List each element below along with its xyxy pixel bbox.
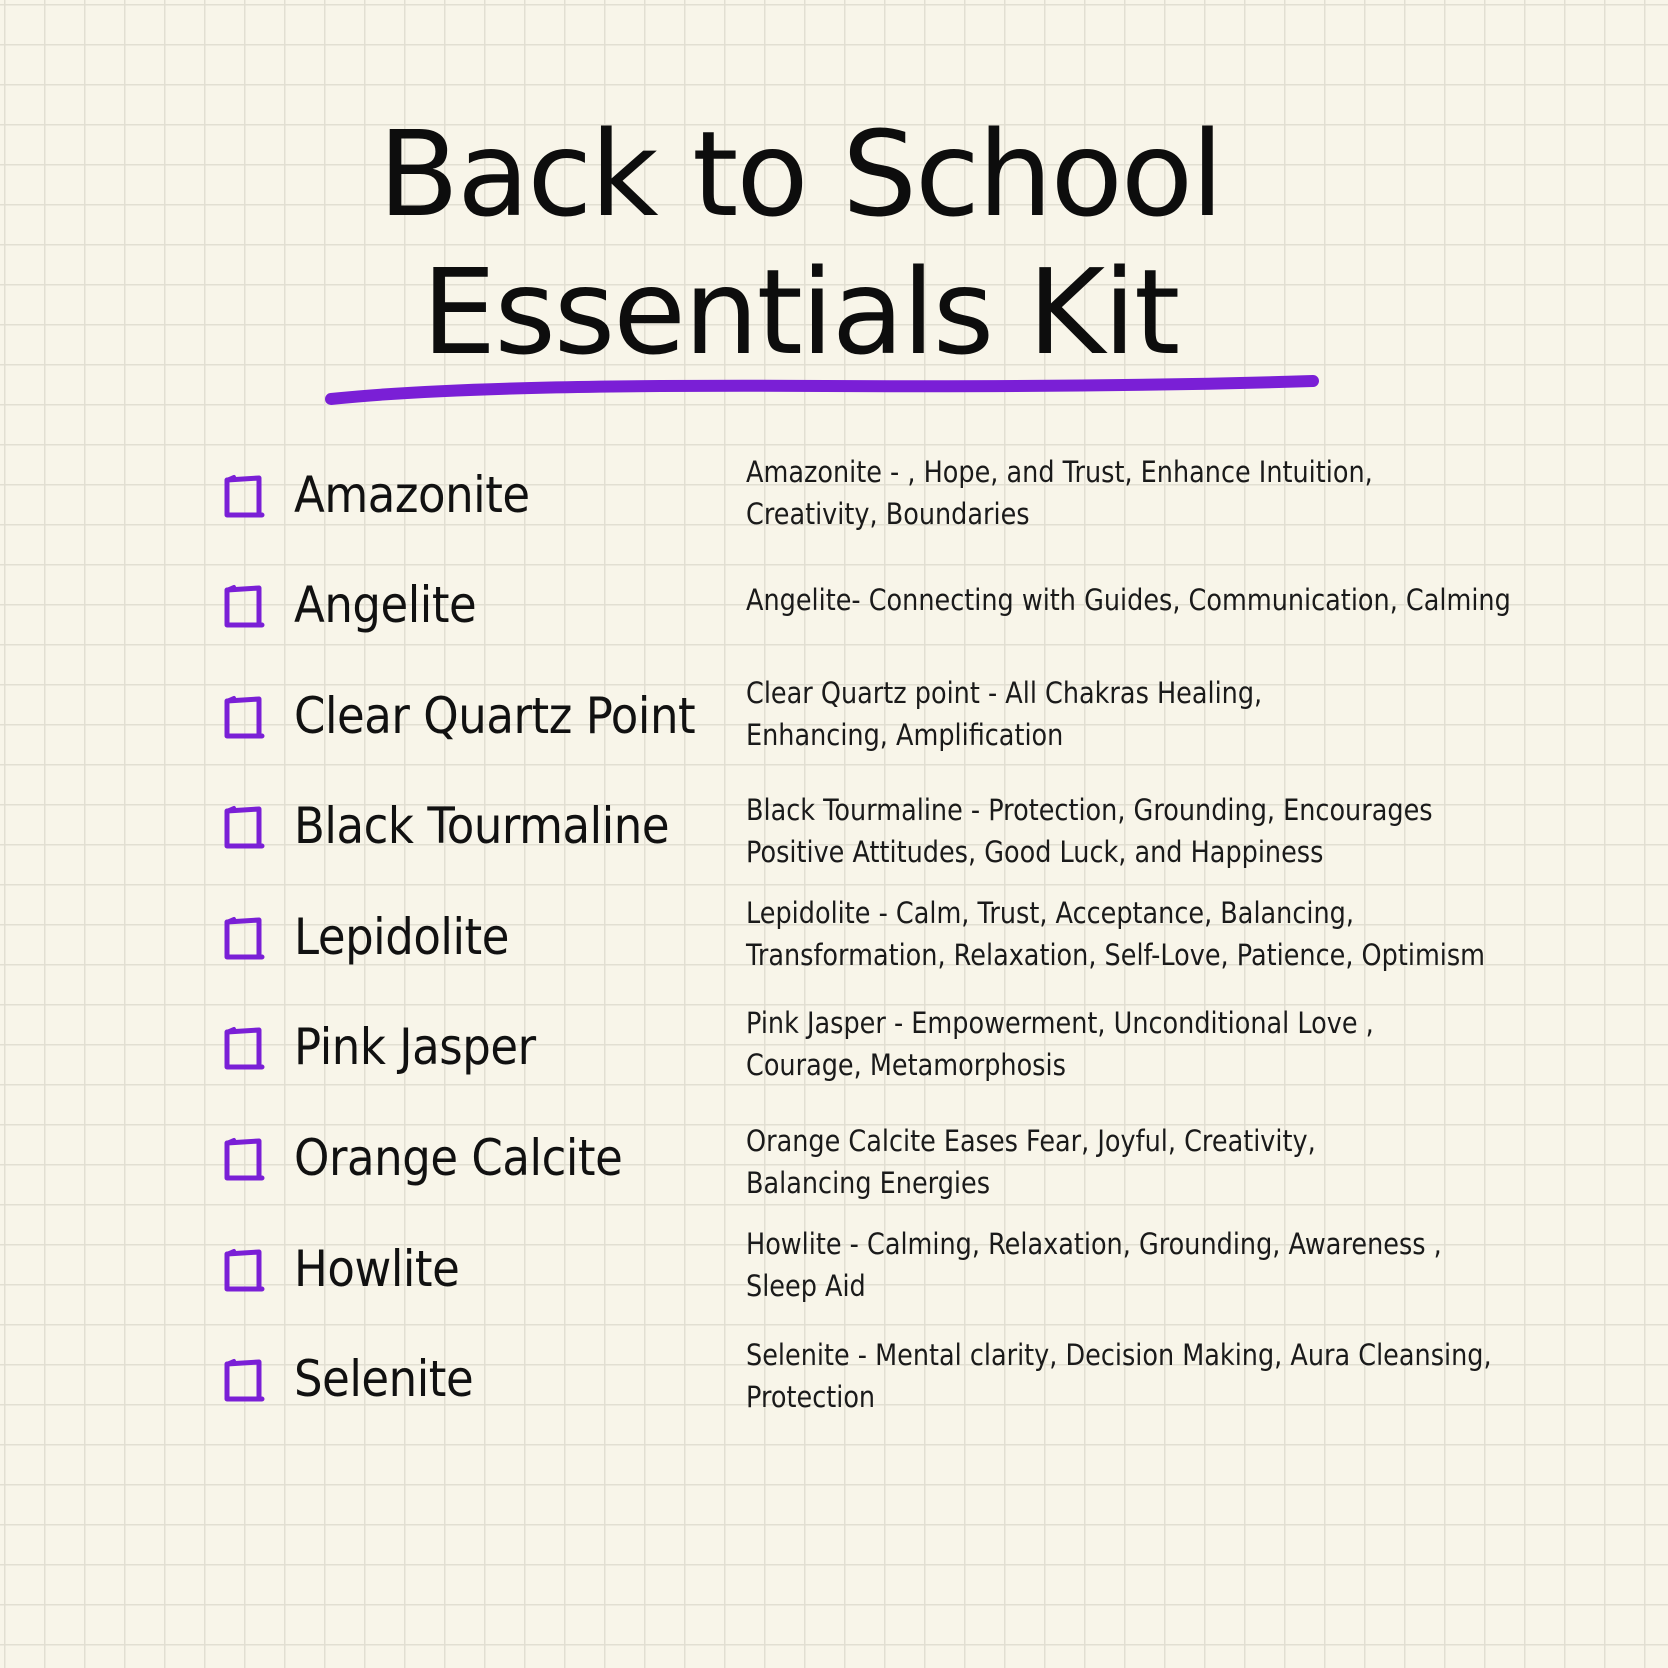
description-line: Angelite- Connecting with Guides, Communication, Calming: [746, 583, 1511, 617]
description-line: Howlite - Calming, Relaxation, Grounding, Awareness ,: [746, 1227, 1442, 1261]
crystal-description: [746, 672, 1432, 756]
crystal-name: Howlite: [294, 1240, 460, 1298]
description-line: Black Tourmaline - Protection, Grounding, Encourages: [746, 793, 1433, 827]
crystal-name: Selenite: [294, 1350, 474, 1408]
description-line: Positive Attitudes, Good Luck, and Happiness: [746, 835, 1324, 869]
crystal-description: [746, 451, 1432, 535]
list-item: [0, 1215, 1668, 1325]
title-line-1: Back to School: [378, 105, 1222, 243]
checkbox-icon[interactable]: [222, 474, 266, 520]
list-item: [0, 883, 1668, 993]
description-line: Sleep Aid: [746, 1269, 866, 1303]
checkbox-icon[interactable]: [222, 916, 266, 962]
description-line: Pink Jasper - Empowerment, Unconditional Love ,: [746, 1006, 1374, 1040]
crystal-description: [746, 579, 1511, 621]
checkbox-icon[interactable]: [222, 584, 266, 630]
crystal-description: [746, 1223, 1442, 1307]
description-line: Balancing Energies: [746, 1166, 990, 1200]
crystal-name: Amazonite: [294, 466, 530, 524]
crystal-name: Pink Jasper: [294, 1018, 536, 1076]
list-item: [0, 441, 1668, 551]
description-line: Amazonite - , Hope, and Trust, Enhance Intuition,: [746, 455, 1373, 489]
description-line: Transformation, Relaxation, Self-Love, Patience, Optimism: [746, 938, 1486, 972]
description-line: Clear Quartz point - All Chakras Healing,: [746, 676, 1263, 710]
crystal-name: Black Tourmaline: [294, 797, 670, 855]
checkbox-icon[interactable]: [222, 1026, 266, 1072]
crystal-name: Clear Quartz Point: [294, 687, 696, 745]
list-item: [0, 772, 1668, 882]
crystal-name: Lepidolite: [294, 908, 509, 966]
list-item: [0, 993, 1668, 1103]
crystal-name: Angelite: [294, 576, 477, 634]
checkbox-icon[interactable]: [222, 1248, 266, 1294]
checkbox-icon[interactable]: [222, 1137, 266, 1183]
description-line: Lepidolite - Calm, Trust, Acceptance, Balancing,: [746, 896, 1354, 930]
crystal-description: [746, 1120, 1432, 1204]
crystal-description: [746, 1334, 1492, 1418]
description-line: Orange Calcite Eases Fear, Joyful, Creativity,: [746, 1124, 1316, 1158]
description-line: Creativity, Boundaries: [746, 497, 1030, 531]
description-line: Selenite - Mental clarity, Decision Making, Aura Cleansing,: [746, 1338, 1492, 1372]
checkbox-icon[interactable]: [222, 695, 266, 741]
checkbox-icon[interactable]: [222, 805, 266, 851]
crystal-description: [746, 789, 1432, 873]
checkbox-icon[interactable]: [222, 1358, 266, 1404]
crystal-description: [746, 892, 1486, 976]
list-item: [0, 662, 1668, 772]
crystal-name: Orange Calcite: [294, 1129, 623, 1187]
list-item: [0, 1104, 1668, 1214]
description-line: Protection: [746, 1380, 876, 1414]
crystal-description: [746, 1002, 1432, 1086]
description-line: Courage, Metamorphosis: [746, 1048, 1066, 1082]
list-item: [0, 551, 1668, 661]
list-item: [0, 1325, 1668, 1435]
description-line: Enhancing, Amplification: [746, 718, 1064, 752]
title-line-2: Essentials Kit: [421, 243, 1179, 381]
